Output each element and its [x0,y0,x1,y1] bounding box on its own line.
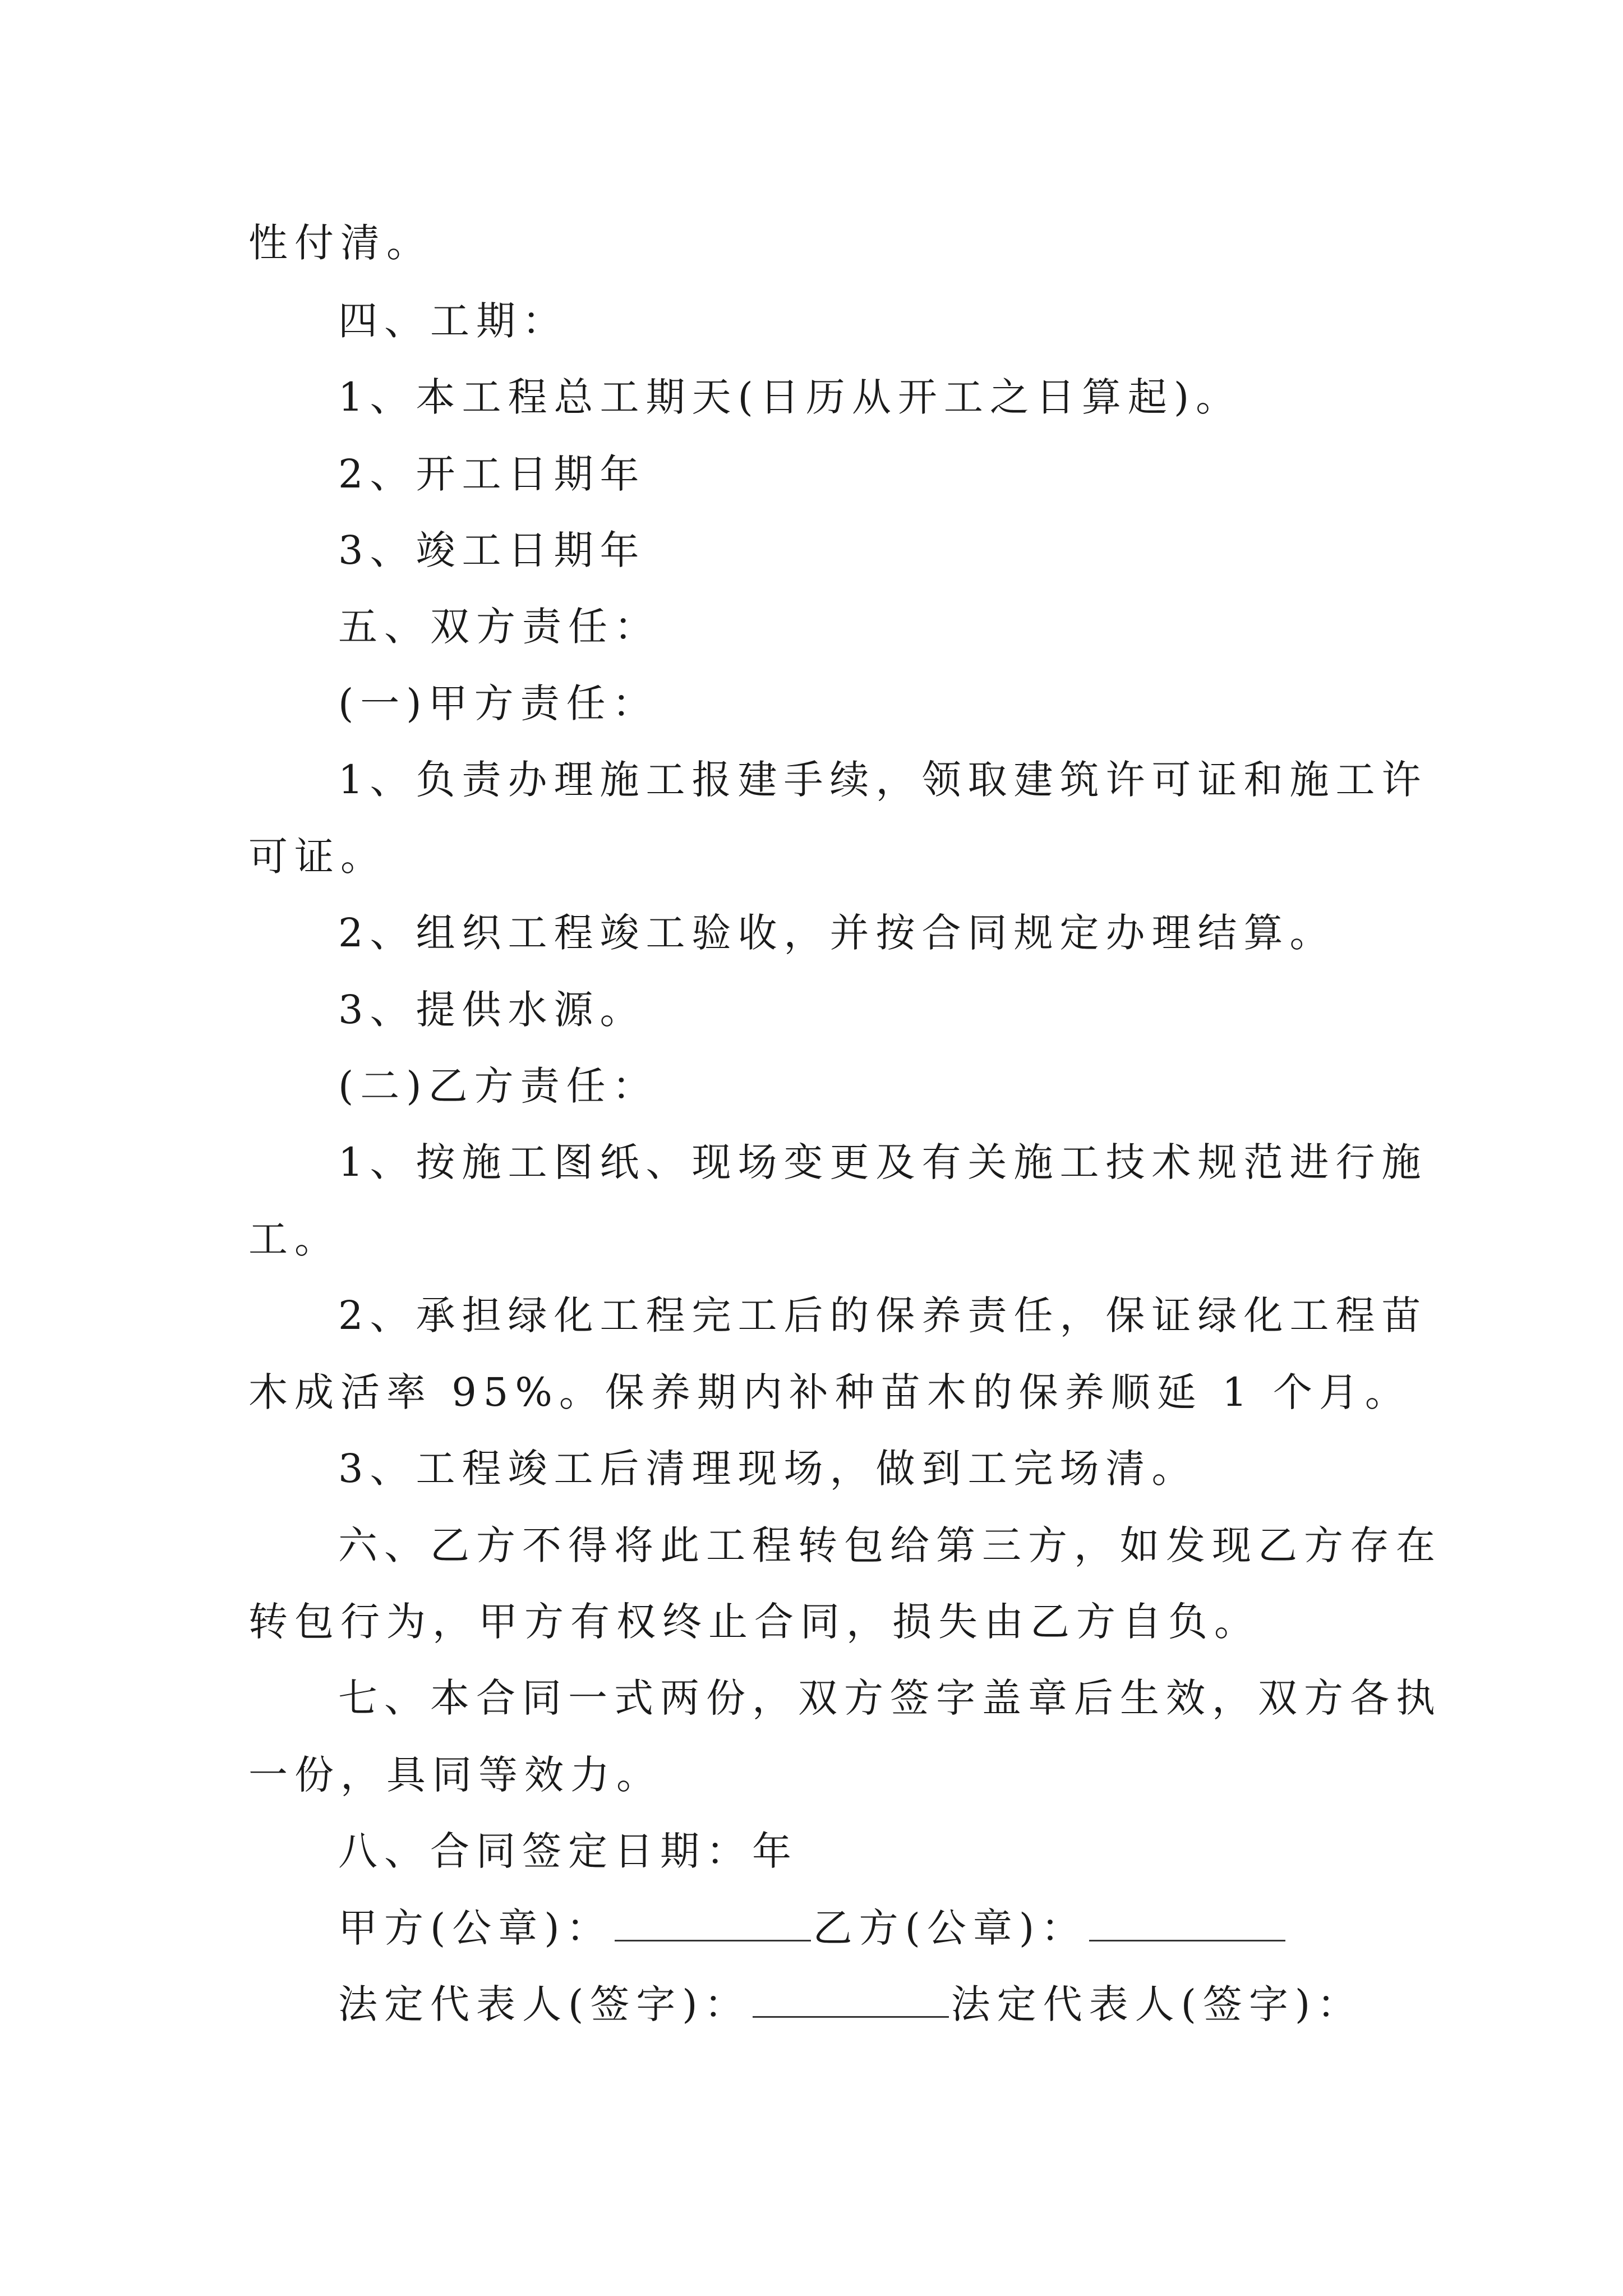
party-a-seal-blank [615,1905,811,1941]
text-line: 一份，具同等效力。 [248,1752,662,1798]
section-heading: 七、本合同一式两份，双方签字盖章后生效，双方各执 [338,1675,1442,1721]
section-heading: 四、工期： [338,298,568,344]
section-heading: 五、双方责任： [338,604,660,650]
subsection-heading: (二)乙方责任： [338,1063,658,1109]
text-line: 1、负责办理施工报建手续，领取建筑许可证和施工许 [338,757,1428,803]
text-line: 1、按施工图纸、现场变更及有关施工技术规范进行施 [338,1139,1428,1185]
representative-line [338,1979,1363,2030]
party-b-seal-label: 乙方(公章)： [813,1905,1087,1951]
text-line: 木成活率 95%。保养期内补种苗木的保养顺延 1 个月。 [248,1369,1411,1415]
party-a-rep-blank [753,1981,949,2018]
section-heading: 八、合同签定日期：年 [338,1828,798,1874]
section-heading: 六、乙方不得将此工程转包给第三方，如发现乙方存在 [338,1522,1442,1568]
party-a-rep-label: 法定代表人(签字)： [338,1981,750,2027]
subsection-heading: (一)甲方责任： [338,680,658,726]
text-line: 性付清。 [248,220,432,266]
text-line: 3、竣工日期年 [338,527,646,573]
party-a-seal-label: 甲方(公章)： [338,1905,612,1951]
text-line: 可证。 [248,834,386,880]
text-line: 3、工程竣工后清理现场，做到工完场清。 [338,1446,1198,1492]
text-line: 转包行为，甲方有权终止合同，损失由乙方自负。 [248,1599,1260,1645]
text-line: 2、组织工程竣工验收，并按合同规定办理结算。 [338,910,1336,956]
text-line: 2、承担绿化工程完工后的保养责任，保证绿化工程苗 [338,1292,1428,1338]
text-line: 工。 [248,1216,340,1262]
party-b-rep-label: 法定代表人(签字)： [951,1981,1363,2027]
party-b-seal-blank [1089,1905,1285,1941]
text-line: 2、开工日期年 [338,451,646,497]
text-line: 1、本工程总工期天(日历从开工之日算起)。 [338,374,1242,420]
seal-line [338,1903,1288,1953]
text-line: 3、提供水源。 [338,987,646,1033]
